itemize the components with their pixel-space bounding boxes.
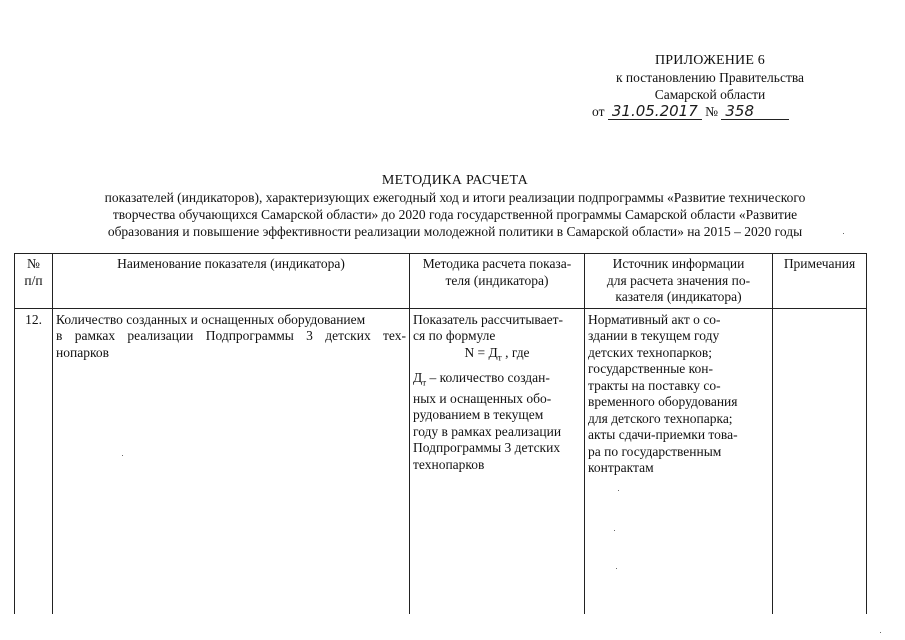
row-formula [413,345,581,366]
table-row [15,308,867,614]
row-name-line-2: в рамках реализации Подпрограммы 3 детских тех- [56,328,406,343]
definition-sub: т [422,377,427,388]
document-heading [40,172,870,240]
row-source-line-6: временного оборудования [588,394,738,409]
row-source-line-8: акты сдачи-приемки това- [588,427,738,442]
row-source-line-7: для детского технопарка; [588,410,733,426]
row-definition-line-6: технопарков [413,456,485,472]
appendix-line-2: Самарской области [654,87,766,102]
handwritten-date: 31.05.2017 [608,104,702,120]
header-num [15,254,53,309]
header-source-line-1: Источник информации [612,256,745,271]
header-source-line-3: казателя (индикатора) [615,289,742,304]
header-method-line-1: Методика расчета показа- [422,256,572,271]
row-source-line-1: Нормативный акт о со- [588,311,721,327]
row-source [585,308,773,614]
indicator-table [14,253,867,614]
header-num-line-1: № [27,256,40,271]
row-source-line-10: контрактам [588,460,654,475]
header-name: Наименование показателя (индикатора) [53,254,410,309]
from-prefix: от [592,104,605,119]
row-method-line-2: ся по формуле [413,328,496,343]
appendix-block [560,52,860,103]
row-definition-line-3: рудованием в текущем [413,407,544,423]
header-source [585,254,773,309]
row-method-line-1: Показатель рассчитывает- [413,311,563,327]
heading-line-3: образования и повышение эффективности реализации молодежной политики в Самарской области» на 2015 – 2020 годы [107,224,803,239]
row-source-line-3: детских технопарков; [588,344,712,360]
row-source-line-9: ра по государственным [588,443,722,459]
number-prefix: № [705,104,719,119]
header-source-line-2: для расчета значения по- [606,272,751,288]
formula-right: , где [501,344,530,360]
table-header-row [15,254,867,309]
row-source-line-2: здании в текущем году [588,328,720,343]
row-name [53,308,410,614]
header-method [410,254,585,309]
resolution-date-line [592,103,789,120]
row-name-line-3: нопарков [56,344,109,360]
row-source-line-5: тракты на поставку со- [588,377,721,393]
row-notes [773,308,867,614]
row-definition-line-1 [413,370,581,391]
heading-line-1: показателей (индикаторов), характеризующих ежегодный ход и итоги реализации подпрограммы «Развитие технического [104,190,806,205]
definition-text-1: – количество создан- [426,369,550,385]
header-notes: Примечания [773,254,867,309]
heading-line-2: творчества обучающихся Самарской области» до 2020 года государственной программы Самарской области «Развитие [112,207,798,222]
row-num: 12. [15,308,53,614]
row-definition-line-5: Подпрограммы 3 детских [413,440,561,456]
row-method [410,308,585,614]
definition-var: Д [413,369,423,385]
handwritten-number: 358 [721,104,789,120]
header-num-line-2: п/п [24,272,43,288]
appendix-line-1: к постановлению Правительства [615,70,805,85]
formula-sub: т [497,352,502,363]
appendix-title: ПРИЛОЖЕНИЕ 6 [654,53,766,68]
document-title: МЕТОДИКА РАСЧЕТА [381,173,529,188]
row-definition-line-4: году в рамках реализации [413,423,562,439]
row-definition-line-2: ных и оснащенных обо- [413,390,552,406]
row-source-line-4: государственные кон- [588,361,714,376]
row-name-line-1: Количество созданных и оснащенных оборудованием [56,311,366,327]
header-method-line-2: теля (индикатора) [445,272,549,288]
formula-left: N = Д [464,344,498,360]
